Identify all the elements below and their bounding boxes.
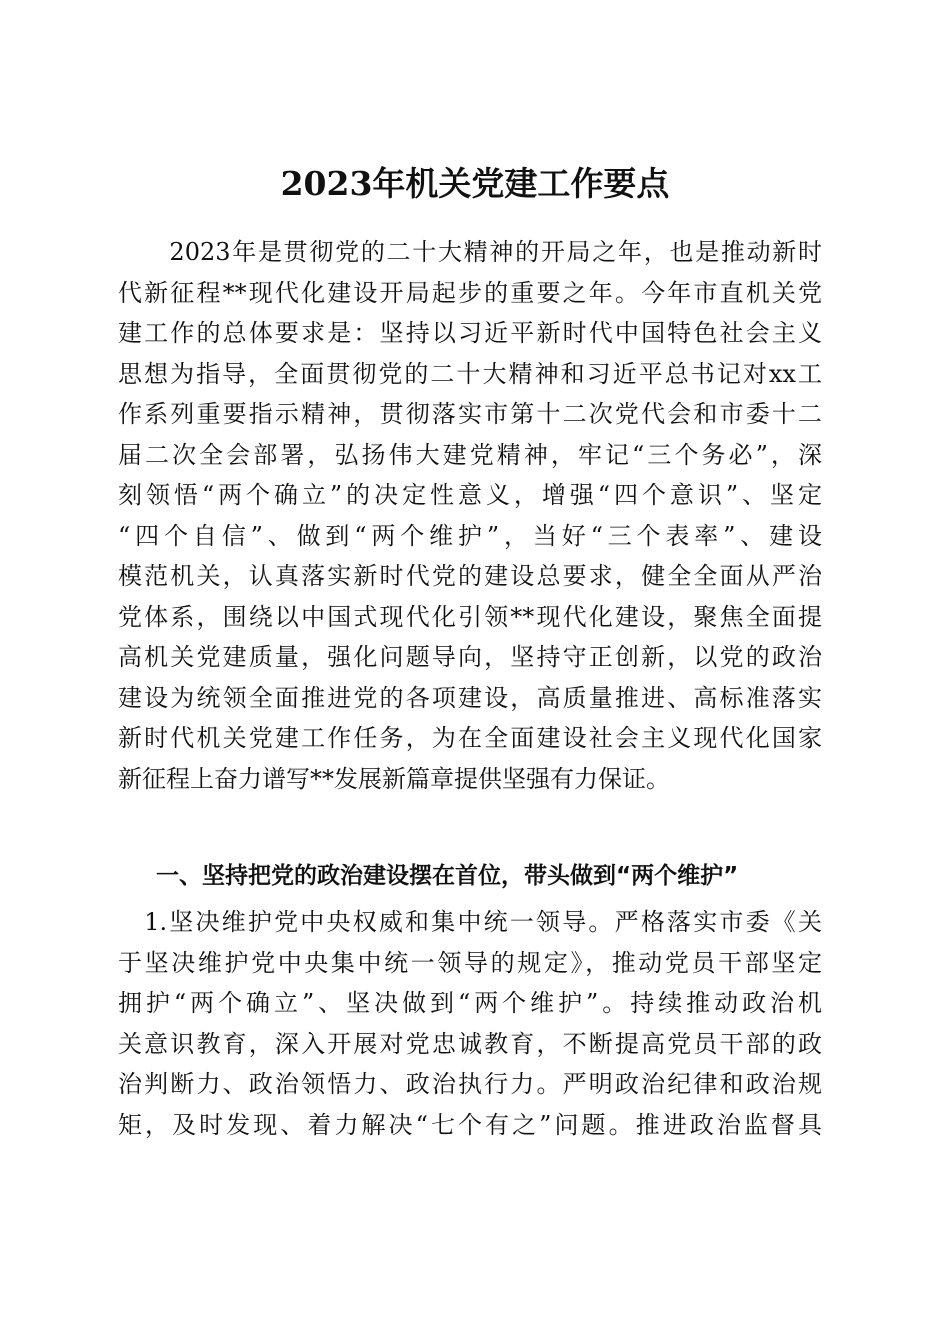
page-title: 2023年机关党建工作要点 [280, 164, 670, 204]
paragraph-line: 矩，及时发现、着力解决“七个有之”问题。推进政治监督具 [118, 1110, 822, 1139]
paragraph-line: 党体系，围绕以中国式现代化引领**现代化建设，聚焦全面提 [118, 602, 822, 631]
paragraph-line: 建工作的总体要求是：坚持以习近平新时代中国特色社会主义 [118, 319, 822, 347]
paragraph-line: 刻领悟“两个确立”的决定性意义，增强“四个意识”、坚定 [118, 481, 822, 509]
paragraph-line: 代新征程**现代化建设开局起步的重要之年。今年市直机关党 [118, 278, 822, 307]
section-1-paragraph [118, 902, 822, 1145]
paragraph-line: 1.坚决维护党中央权威和集中统一领导。严格落实市委《关 [118, 908, 822, 936]
paragraph-line: 高机关党建质量，强化问题导向，坚持守正创新，以党的政治 [118, 643, 822, 671]
paragraph-line: 思想为指导，全面贯彻党的二十大精神和习近平总书记对xx工 [118, 359, 822, 388]
paragraph-line: 新征程上奋力谱写**发展新篇章提供坚强有力保证。 [118, 764, 670, 793]
paragraph-line: 届二次全会部署，弘扬伟大建党精神，牢记“三个务必”，深 [118, 440, 822, 469]
paragraph-line: “四个自信”、做到“两个维护”，当好“三个表率”、建设 [118, 521, 822, 550]
paragraph-line: 模范机关，认真落实新时代党的建设总要求，健全全面从严治 [118, 562, 822, 590]
paragraph-line: 治判断力、政治领悟力、政治执行力。严明政治纪律和政治规 [118, 1070, 822, 1098]
paragraph-line: 于坚决维护党中央集中统一领导的规定》，推动党员干部坚定 [118, 948, 822, 977]
paragraph-line: 作系列重要指示精神，贯彻落实市第十二次党代会和市委十二 [118, 400, 822, 428]
section-heading: 一、坚持把党的政治建设摆在首位，带头做到“两个维护” [156, 863, 739, 889]
paragraph-line: 关意识教育，深入开展对党忠诚教育，不断提高党员干部的政 [118, 1029, 822, 1058]
paragraph-line: 新时代机关党建工作任务，为在全面建设社会主义现代化国家 [118, 724, 822, 752]
paragraph-line: 拥护“两个确立”、坚决做到“两个维护”。持续推动政治机 [118, 989, 822, 1017]
paragraph-line: 建设为统领全面推进党的各项建设，高质量推进、高标准落实 [118, 683, 822, 712]
paragraph-line: 2023年是贯彻党的二十大精神的开局之年，也是推动新时 [118, 238, 822, 266]
intro-paragraph [118, 232, 822, 799]
